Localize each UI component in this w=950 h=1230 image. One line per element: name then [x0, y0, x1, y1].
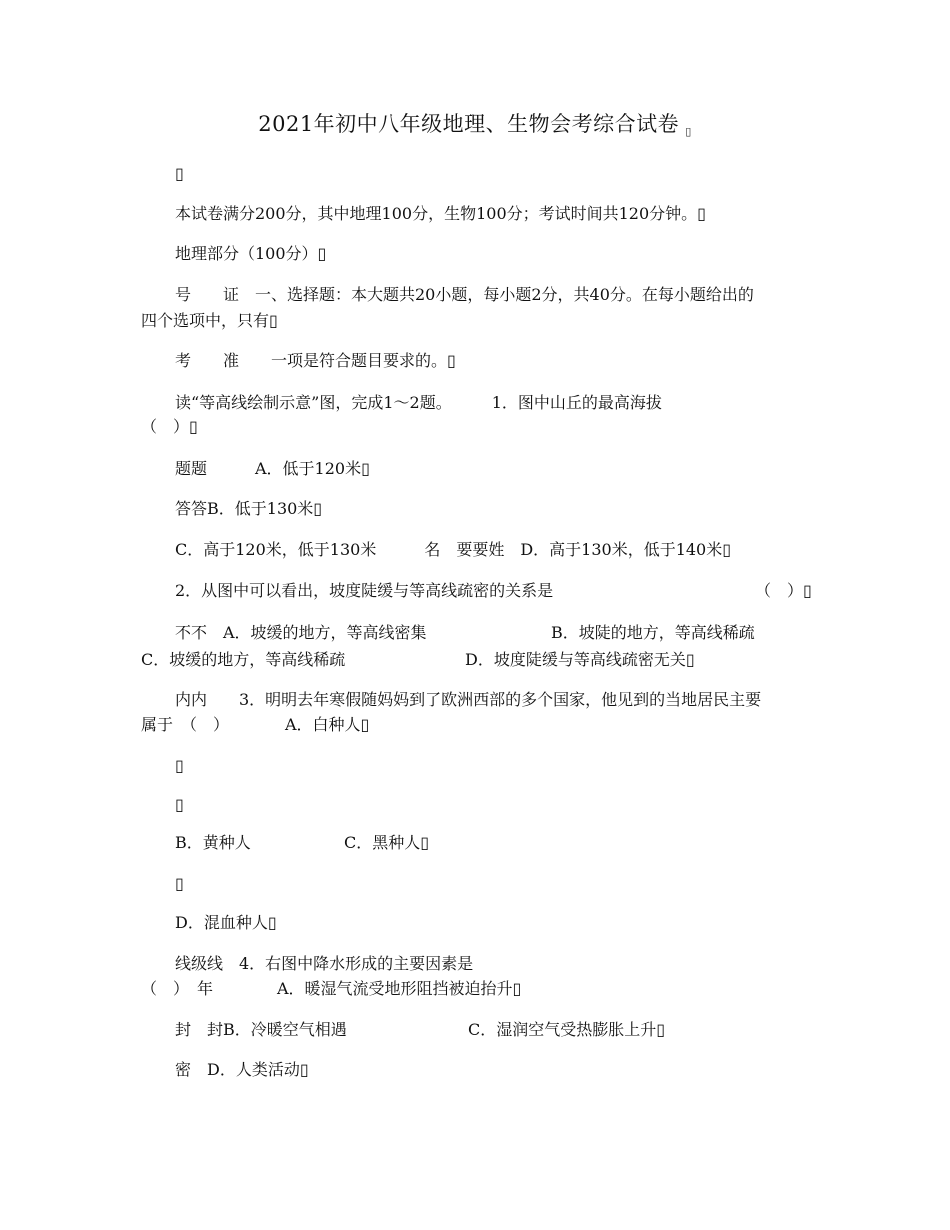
option-1b: 答答B．低于130米▯ — [175, 499, 323, 518]
title-text: 2021年初中八年级地理、生物会考综合试卷 — [258, 112, 680, 136]
page-title — [0, 108, 950, 138]
option-2c: C．坡缓的地方，等高线稀疏 — [141, 650, 346, 669]
paragraph-mark: ▯ — [685, 125, 692, 138]
blank-line: ▯ — [175, 795, 184, 814]
section-one-requirement: 考 准 一项是符合题目要求的。▯ — [175, 351, 456, 370]
section-one-intro: 号 证 一、选择题：本大题共20小题，每小题2分，共40分。在每小题给出的 — [175, 285, 754, 304]
section-one-intro-cont: 四个选项中，只有▯ — [141, 311, 278, 330]
blank-line: ▯ — [175, 874, 184, 893]
option-2a: 不不 A．坡缓的地方，等高线密集 — [175, 623, 427, 642]
question-3-cont: 属于 （ ） A．白种人▯ — [141, 715, 370, 734]
options-1c-1d: C．高于120米，低于130米 名 要要姓 D．高于130米，低于140米▯ — [175, 540, 732, 559]
blank-line: ▯ — [175, 164, 184, 183]
option-4c: C．湿润空气受热膨胀上升▯ — [468, 1020, 666, 1039]
option-2d: D．坡度陡缓与等高线疏密无关▯ — [465, 650, 695, 669]
question-2: 2．从图中可以看出，坡度陡缓与等高线疏密的关系是 — [175, 581, 554, 600]
option-4d: 密 D．人类活动▯ — [175, 1060, 309, 1079]
blank-line: ▯ — [175, 756, 184, 775]
question-1: 读“等高线绘制示意”图，完成1～2题。 1．图中山丘的最高海拔 — [175, 393, 662, 412]
option-2b: B．坡陡的地方，等高线稀疏 — [551, 623, 755, 642]
option-1a: 题题 A．低于120米▯ — [175, 459, 370, 478]
question-2-bracket: （ ）▯ — [755, 581, 812, 600]
question-1-bracket: （ ）▯ — [141, 417, 198, 436]
option-3c: C．黑种人▯ — [344, 833, 430, 852]
exam-instructions: 本试卷满分200分，其中地理100分，生物100分；考试时间共120分钟。▯ — [175, 204, 706, 223]
option-3b: B．黄种人 — [175, 833, 251, 852]
question-3: 内内 3．明明去年寒假随妈妈到了欧洲西部的多个国家，他见到的当地居民主要 — [175, 690, 762, 709]
option-4a: （ ） 年 A．暖湿气流受地形阻挡被迫抬升▯ — [141, 979, 522, 998]
section-heading-geography: 地理部分（100分）▯ — [175, 244, 327, 263]
option-4b: 封 封B．冷暖空气相遇 — [175, 1020, 347, 1039]
question-4: 线级线 4．右图中降水形成的主要因素是 — [175, 954, 474, 973]
option-3d: D．混血种人▯ — [175, 913, 277, 932]
